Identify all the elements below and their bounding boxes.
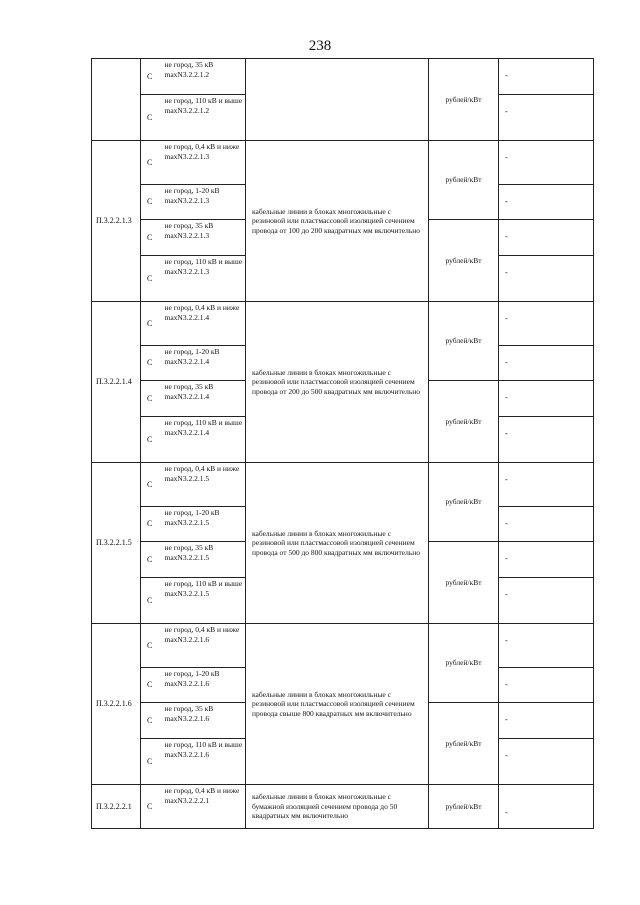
voltage-level-text: не город, 1-20 кВ — [164, 669, 220, 678]
voltage-level-cell — [163, 703, 246, 739]
letter-cell: С — [141, 141, 163, 185]
table-row — [92, 141, 594, 185]
table-row — [92, 302, 594, 346]
voltage-level-text: не город, 35 кВ — [164, 704, 214, 713]
rate-code-text: maxN3.2.2.1.5 — [164, 473, 210, 483]
rate-code-text: maxN3.2.2.1.6 — [164, 634, 210, 644]
voltage-level-cell — [163, 624, 246, 668]
voltage-level-cell — [163, 668, 246, 703]
value-cell: - — [499, 141, 594, 185]
voltage-level-cell — [163, 256, 246, 302]
voltage-level-cell — [163, 417, 246, 463]
voltage-level-cell — [163, 463, 246, 507]
rate-code-text: maxN3.2.2.1.3 — [164, 151, 210, 161]
description-cell: кабельные линии в блоках многожильные с резиновой или пластмассовой изоляцией сечением провода от 200 до 500 квадратных мм включительно — [246, 302, 429, 463]
letter-cell: С — [141, 185, 163, 220]
rate-code-text: maxN3.2.2.1.3 — [164, 230, 210, 240]
value-cell: - — [499, 668, 594, 703]
unit-cell: рублей/кВт — [429, 141, 499, 220]
rate-code-text: maxN3.2.2.1.6 — [164, 678, 210, 688]
table-row — [92, 624, 594, 668]
voltage-level-text: не город, 110 кВ и выше — [164, 418, 243, 427]
code-cell: П.3.2.2.1.4 — [92, 302, 141, 463]
rate-code-text: maxN3.2.2.1.4 — [164, 391, 210, 401]
code-cell: П.3.2.2.2.1 — [92, 785, 141, 829]
page-number: 238 — [308, 38, 332, 54]
voltage-level-text: не город, 35 кВ — [164, 221, 214, 230]
code-cell: П.3.2.2.1.5 — [92, 463, 141, 624]
rate-code-text: maxN3.2.2.2.1 — [164, 795, 210, 805]
tariff-table-body — [92, 59, 594, 829]
letter-cell: С — [141, 463, 163, 507]
voltage-level-text: не город, 110 кВ и выше — [164, 96, 243, 105]
value-cell: - — [499, 95, 594, 141]
letter-cell: С — [141, 220, 163, 256]
voltage-level-cell — [163, 507, 246, 542]
voltage-level-cell — [163, 739, 246, 785]
unit-cell: рублей/кВт — [429, 542, 499, 624]
voltage-level-cell — [163, 785, 246, 829]
voltage-level-text: не город, 0,4 кВ и ниже — [164, 464, 240, 473]
value-cell: - — [499, 624, 594, 668]
value-cell: - — [499, 507, 594, 542]
voltage-level-text: не город, 35 кВ — [164, 382, 214, 391]
unit-cell: рублей/кВт — [429, 220, 499, 302]
description-cell — [246, 59, 429, 141]
value-cell: - — [499, 703, 594, 739]
voltage-level-cell — [163, 346, 246, 381]
voltage-level-text: не город, 0,4 кВ и ниже — [164, 625, 240, 634]
letter-cell: С — [141, 578, 163, 624]
letter-cell: С — [141, 785, 163, 829]
value-cell: - — [499, 256, 594, 302]
voltage-level-text: не город, 110 кВ и выше — [164, 257, 243, 266]
voltage-level-text: не город, 1-20 кВ — [164, 347, 220, 356]
letter-cell: С — [141, 668, 163, 703]
voltage-level-text: не город, 110 кВ и выше — [164, 740, 243, 749]
voltage-level-cell — [163, 578, 246, 624]
voltage-level-cell — [163, 542, 246, 578]
value-cell: - — [499, 578, 594, 624]
unit-cell: рублей/кВт — [429, 59, 499, 141]
rate-code-text: maxN3.2.2.1.4 — [164, 427, 210, 437]
rate-code-text: maxN3.2.2.1.4 — [164, 312, 210, 322]
letter-cell: С — [141, 624, 163, 668]
unit-cell: рублей/кВт — [429, 703, 499, 785]
voltage-level-text: не город, 0,4 кВ и ниже — [164, 786, 240, 795]
rate-code-text: maxN3.2.2.1.3 — [164, 266, 210, 276]
rate-code-text: maxN3.2.2.1.5 — [164, 552, 210, 562]
voltage-level-cell — [163, 381, 246, 417]
voltage-level-text: не город, 35 кВ — [164, 60, 214, 69]
voltage-level-cell — [163, 220, 246, 256]
letter-cell: С — [141, 59, 163, 95]
value-cell: - — [499, 463, 594, 507]
rate-code-text: maxN3.2.2.1.6 — [164, 749, 210, 759]
letter-cell: С — [141, 95, 163, 141]
letter-cell: С — [141, 381, 163, 417]
description-cell: кабельные линии в блоках многожильные с резиновой или пластмассовой изоляцией сечением провода свыше 800 квадратных мм включительно — [246, 624, 429, 785]
letter-cell: С — [141, 703, 163, 739]
code-cell — [92, 59, 141, 141]
voltage-level-text: не город, 1-20 кВ — [164, 186, 220, 195]
rate-code-text: maxN3.2.2.1.6 — [164, 713, 210, 723]
letter-cell: С — [141, 542, 163, 578]
rate-code-text: maxN3.2.2.1.3 — [164, 195, 210, 205]
value-cell: - — [499, 185, 594, 220]
letter-cell: С — [141, 417, 163, 463]
voltage-level-text: не город, 35 кВ — [164, 543, 214, 552]
rate-code-text: maxN3.2.2.1.5 — [164, 588, 210, 598]
value-cell: - — [499, 542, 594, 578]
code-cell: П.3.2.2.1.3 — [92, 141, 141, 302]
rate-code-text: maxN3.2.2.1.5 — [164, 517, 210, 527]
letter-cell: С — [141, 739, 163, 785]
letter-cell: С — [141, 346, 163, 381]
unit-cell: рублей/кВт — [429, 624, 499, 703]
voltage-level-text: не город, 0,4 кВ и ниже — [164, 142, 240, 151]
rate-code-text: maxN3.2.2.1.2 — [164, 105, 210, 115]
letter-cell: С — [141, 507, 163, 542]
value-cell: - — [499, 59, 594, 95]
value-cell: - — [499, 346, 594, 381]
value-cell: - — [499, 220, 594, 256]
voltage-level-cell — [163, 141, 246, 185]
voltage-level-text: не город, 1-20 кВ — [164, 508, 220, 517]
voltage-level-cell — [163, 302, 246, 346]
voltage-level-cell — [163, 59, 246, 95]
description-cell: кабельные линии в блоках многожильные с резиновой или пластмассовой изоляцией сечением провода от 100 до 200 квадратных мм включительно — [246, 141, 429, 302]
voltage-level-text: не город, 0,4 кВ и ниже — [164, 303, 240, 312]
value-cell: - — [499, 381, 594, 417]
value-cell: - — [499, 785, 594, 829]
rate-code-text: maxN3.2.2.1.2 — [164, 69, 210, 79]
description-cell: кабельные линии в блоках многожильные с бумажной изоляцией сечением провода до 50 квадратных мм включительно — [246, 785, 429, 829]
value-cell: - — [499, 739, 594, 785]
unit-cell: рублей/кВт — [429, 463, 499, 542]
table-row — [92, 59, 594, 95]
unit-cell: рублей/кВт — [429, 381, 499, 463]
value-cell: - — [499, 302, 594, 346]
letter-cell: С — [141, 302, 163, 346]
code-cell: П.3.2.2.1.6 — [92, 624, 141, 785]
unit-cell: рублей/кВт — [429, 785, 499, 829]
rate-code-text: maxN3.2.2.1.4 — [164, 356, 210, 366]
letter-cell: С — [141, 256, 163, 302]
unit-cell: рублей/кВт — [429, 302, 499, 381]
tariff-table — [91, 58, 594, 829]
description-cell: кабельные линии в блоках многожильные с резиновой или пластмассовой изоляцией сечением провода от 500 до 800 квадратных мм включительно — [246, 463, 429, 624]
voltage-level-cell — [163, 95, 246, 141]
table-row — [92, 785, 594, 829]
value-cell: - — [499, 417, 594, 463]
voltage-level-text: не город, 110 кВ и выше — [164, 579, 243, 588]
table-row — [92, 463, 594, 507]
voltage-level-cell — [163, 185, 246, 220]
